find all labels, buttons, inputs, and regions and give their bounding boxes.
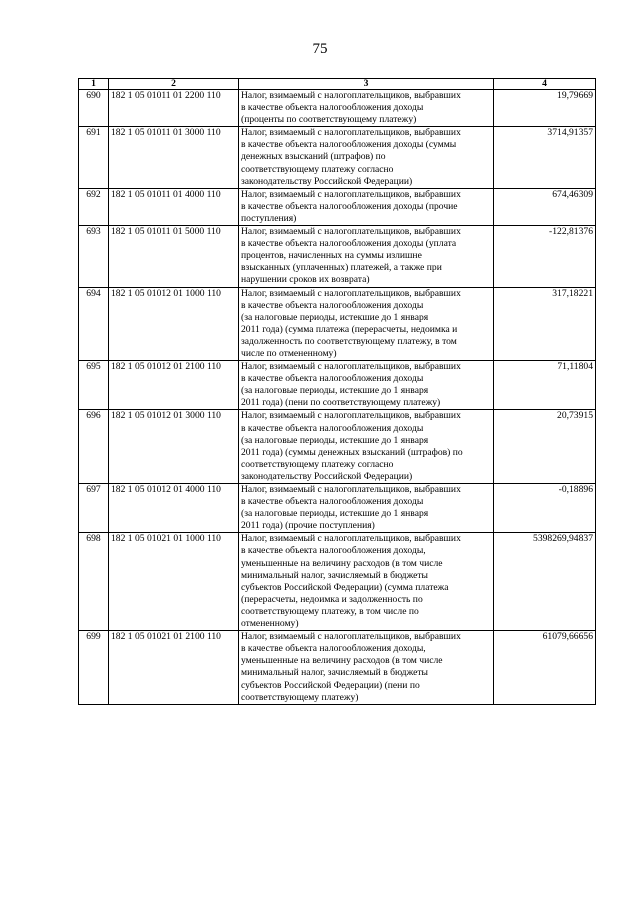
table-row xyxy=(79,287,596,361)
column-header-2: 2 xyxy=(109,79,239,90)
page-number: 75 xyxy=(312,41,328,57)
table-header-row xyxy=(79,79,596,90)
amount: -122,81376 xyxy=(494,226,596,287)
revenue-description: Налог, взимаемый с налогоплательщиков, выбравших в качестве объекта налогообложения доходы (за налоговые периоды, истекшие до 1 января 2011 года) (прочие поступления) xyxy=(239,484,494,533)
revenue-description: Налог, взимаемый с налогоплательщиков, выбравших в качестве объекта налогообложения доходы (суммы денежных взысканий (штрафов) по соответствующему платежу согласно законодательству Российской Федерации) xyxy=(239,127,494,188)
amount: 317,18221 xyxy=(494,287,596,361)
amount: -0,18896 xyxy=(494,484,596,533)
row-number: 693 xyxy=(79,226,109,287)
row-number: 694 xyxy=(79,287,109,361)
table-row xyxy=(79,361,596,410)
table-row xyxy=(79,410,596,484)
revenue-description: Налог, взимаемый с налогоплательщиков, выбравших в качестве объекта налогообложения доходы (проценты по соответствующему платежу) xyxy=(239,90,494,127)
budget-classification-code: 182 1 05 01011 01 2200 110 xyxy=(109,90,239,127)
budget-classification-code: 182 1 05 01012 01 2100 110 xyxy=(109,361,239,410)
amount: 5398269,94837 xyxy=(494,533,596,631)
budget-classification-code: 182 1 05 01012 01 1000 110 xyxy=(109,287,239,361)
revenue-description: Налог, взимаемый с налогоплательщиков, выбравших в качестве объекта налогообложения доходы (за налоговые периоды, истекшие до 1 января 2011 года) (сумма платежа (перерасчеты, недоимка и задолженность по соответствующему платежу, в том числе по отмененному) xyxy=(239,287,494,361)
row-number: 697 xyxy=(79,484,109,533)
table-row xyxy=(79,484,596,533)
amount: 71,11804 xyxy=(494,361,596,410)
amount: 61079,66656 xyxy=(494,631,596,705)
row-number: 690 xyxy=(79,90,109,127)
budget-classification-code: 182 1 05 01021 01 2100 110 xyxy=(109,631,239,705)
table-row xyxy=(79,90,596,127)
revenue-description: Налог, взимаемый с налогоплательщиков, выбравших в качестве объекта налогообложения доходы (за налоговые периоды, истекшие до 1 января 2011 года) (пени по соответствующему платежу) xyxy=(239,361,494,410)
column-header-4: 4 xyxy=(494,79,596,90)
table-row xyxy=(79,188,596,225)
budget-classification-code: 182 1 05 01011 01 5000 110 xyxy=(109,226,239,287)
table-row xyxy=(79,127,596,188)
revenue-description: Налог, взимаемый с налогоплательщиков, выбравших в качестве объекта налогообложения доходы (прочие поступления) xyxy=(239,188,494,225)
amount: 3714,91357 xyxy=(494,127,596,188)
column-header-3: 3 xyxy=(239,79,494,90)
row-number: 699 xyxy=(79,631,109,705)
budget-classification-code: 182 1 05 01011 01 3000 110 xyxy=(109,127,239,188)
row-number: 698 xyxy=(79,533,109,631)
row-number: 692 xyxy=(79,188,109,225)
budget-classification-code: 182 1 05 01011 01 4000 110 xyxy=(109,188,239,225)
revenue-table xyxy=(78,78,596,705)
row-number: 696 xyxy=(79,410,109,484)
table-row xyxy=(79,631,596,705)
budget-classification-code: 182 1 05 01012 01 4000 110 xyxy=(109,484,239,533)
table-row xyxy=(79,226,596,287)
amount: 674,46309 xyxy=(494,188,596,225)
row-number: 691 xyxy=(79,127,109,188)
revenue-description: Налог, взимаемый с налогоплательщиков, выбравших в качестве объекта налогообложения доходы (за налоговые периоды, истекшие до 1 января 2011 года) (суммы денежных взысканий (штрафов) по соответствующему платежу согласно законодательству Российской Федерации) xyxy=(239,410,494,484)
amount: 19,79669 xyxy=(494,90,596,127)
row-number: 695 xyxy=(79,361,109,410)
revenue-description: Налог, взимаемый с налогоплательщиков, выбравших в качестве объекта налогообложения доходы (уплата процентов, начисленных на суммы излишне взысканных (уплаченных) платежей, а также при нарушении сроков их возврата) xyxy=(239,226,494,287)
revenue-description: Налог, взимаемый с налогоплательщиков, выбравших в качестве объекта налогообложения доходы, уменьшенные на величину расходов (в том числе минимальный налог, зачисляемый в бюджеты субъектов Российской Федерации) (пени по соответствующему платежу) xyxy=(239,631,494,705)
table-row xyxy=(79,533,596,631)
amount: 20,73915 xyxy=(494,410,596,484)
revenue-description: Налог, взимаемый с налогоплательщиков, выбравших в качестве объекта налогообложения доходы, уменьшенные на величину расходов (в том числе минимальный налог, зачисляемый в бюджеты субъектов Российской Федерации) (сумма платежа (перерасчеты, недоимка и задолженность по соответствующему платежу, в том числе по отмененному) xyxy=(239,533,494,631)
column-header-1: 1 xyxy=(79,79,109,90)
budget-classification-code: 182 1 05 01021 01 1000 110 xyxy=(109,533,239,631)
budget-classification-code: 182 1 05 01012 01 3000 110 xyxy=(109,410,239,484)
